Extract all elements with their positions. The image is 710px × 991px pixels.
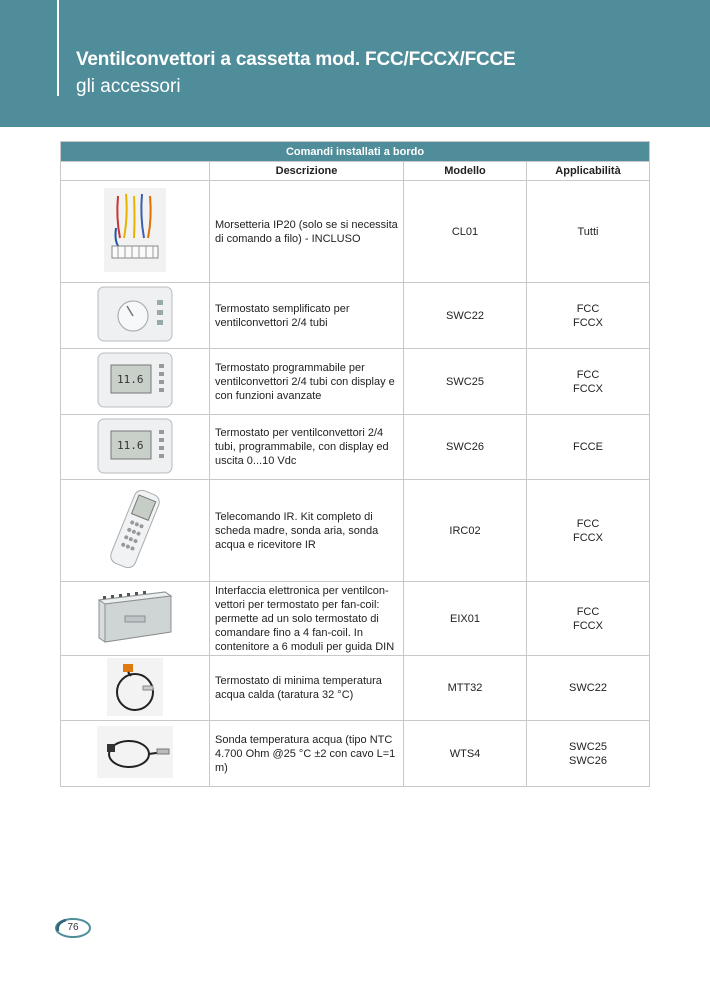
table-row <box>61 349 650 415</box>
table-row <box>61 283 650 349</box>
row-model: WTS4 <box>404 721 527 787</box>
table-banner: Comandi installati a bordo <box>61 142 650 162</box>
page-title: Ventilconvettori a cassetta mod. FCC/FCCX/FCCE <box>76 49 516 70</box>
table-row <box>61 656 650 721</box>
page-header <box>0 0 710 127</box>
row-model: SWC22 <box>404 283 527 349</box>
row-description: Telecomando IR. Kit completo di scheda madre, sonda aria, sonda acqua e ricevitore IR <box>210 480 404 582</box>
column-header-description: Descrizione <box>210 162 404 181</box>
row-model: CL01 <box>404 181 527 283</box>
thermostat-dial-icon <box>97 286 173 345</box>
row-applicability: SWC25 SWC26 <box>527 721 650 787</box>
row-description: Termostato di minima temperatura acqua calda (taratura 32 °C) <box>210 656 404 721</box>
row-description: Termostato programmabile per ventilconvettori 2/4 tubi con display e con funzioni avanzate <box>210 349 404 415</box>
row-applicability: Tutti <box>527 181 650 283</box>
column-header-image <box>61 162 210 181</box>
row-applicability: FCC FCCX <box>527 349 650 415</box>
terminal-block-icon <box>104 188 166 275</box>
row-applicability: FCC FCCX <box>527 582 650 656</box>
accessories-table <box>60 141 650 787</box>
row-model: IRC02 <box>404 480 527 582</box>
thermostat-display-icon <box>97 352 173 411</box>
column-header-model: Modello <box>404 162 527 181</box>
column-header-applicability: Applicabilità <box>527 162 650 181</box>
thermostat-display-icon <box>97 418 173 477</box>
svg-text:11.6: 11.6 <box>117 438 144 452</box>
row-description: Sonda temperatura acqua (tipo NTC 4.700 Ohm @25 °C ±2 con cavo L=1 m) <box>210 721 404 787</box>
table-row <box>61 721 650 787</box>
row-applicability: SWC22 <box>527 656 650 721</box>
header-divider-line <box>57 0 59 96</box>
sensor-cable-icon <box>97 726 173 781</box>
row-description: Interfaccia elettronica per ventilcon-vettori per termostato per fan-coil: permette ad un solo termostato di comandare fino a 4 fan-coil. In contenitore a 6 moduli per guida DIN <box>210 582 404 656</box>
row-model: EIX01 <box>404 582 527 656</box>
page-number: 76 <box>67 922 79 933</box>
probe-cable-icon <box>107 658 163 719</box>
row-model: MTT32 <box>404 656 527 721</box>
row-applicability: FCC FCCX <box>527 480 650 582</box>
din-module-icon <box>95 586 175 651</box>
remote-control-icon <box>100 486 170 575</box>
row-applicability: FCC FCCX <box>527 283 650 349</box>
table-row <box>61 415 650 480</box>
table-row <box>61 181 650 283</box>
row-model: SWC25 <box>404 349 527 415</box>
row-model: SWC26 <box>404 415 527 480</box>
row-description: Termostato semplificato per ventilconvettori 2/4 tubi <box>210 283 404 349</box>
page-subtitle: gli accessori <box>76 76 181 97</box>
row-description: Termostato per ventilconvettori 2/4 tubi, programmabile, con display ed uscita 0...10 Vdc <box>210 415 404 480</box>
row-applicability: FCCE <box>527 415 650 480</box>
table-row <box>61 582 650 656</box>
row-description: Morsetteria IP20 (solo se si necessita di comando a filo) - INCLUSO <box>210 181 404 283</box>
svg-text:11.6: 11.6 <box>117 373 144 386</box>
table-row <box>61 480 650 582</box>
page-number-badge <box>54 917 92 939</box>
